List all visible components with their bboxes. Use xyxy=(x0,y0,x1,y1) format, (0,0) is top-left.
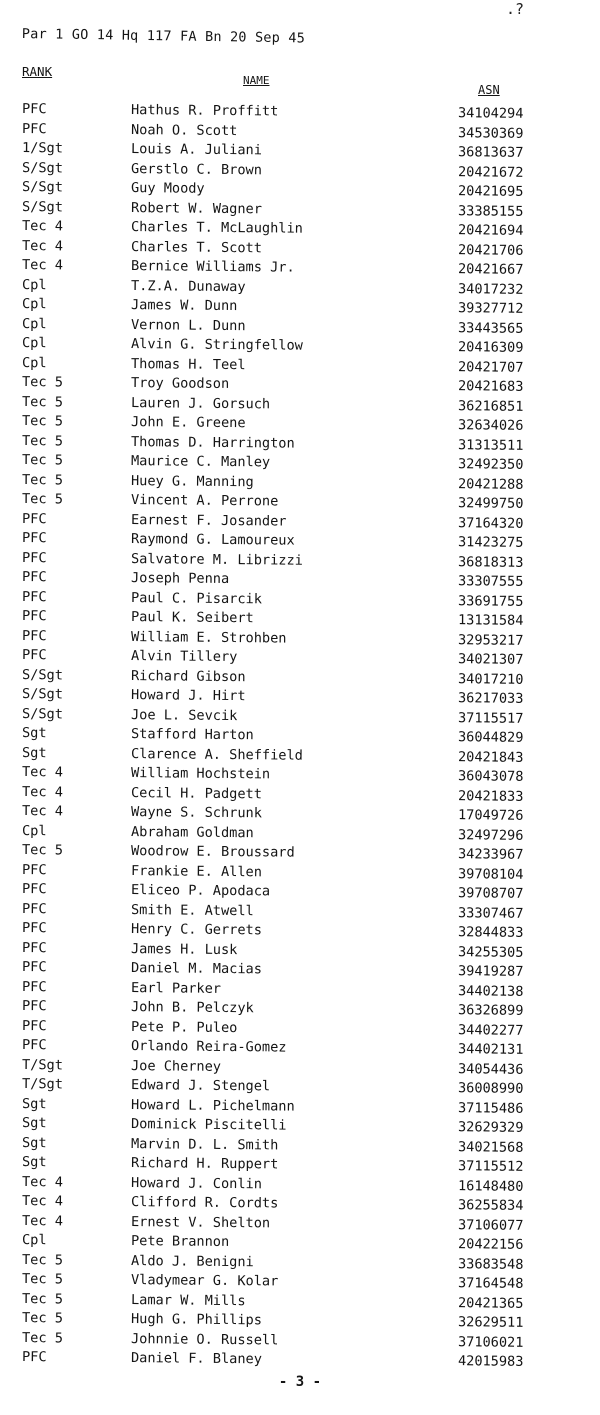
rank-cell: PFC xyxy=(21,998,47,1015)
name-cell: Huey G. Manning xyxy=(130,472,254,490)
name-cell: T.Z.A. Dunaway xyxy=(130,277,246,295)
asn-cell: 33307555 xyxy=(457,573,524,590)
name-cell: Henry C. Gerrets xyxy=(130,921,263,939)
asn-cell: 17049726 xyxy=(457,807,524,824)
rank-cell: Tec 5 xyxy=(21,842,64,859)
asn-cell: 32844833 xyxy=(457,924,524,941)
asn-cell: 13131584 xyxy=(457,612,524,629)
asn-cell: 37164548 xyxy=(457,1275,524,1292)
asn-cell: 37115512 xyxy=(457,1158,524,1175)
asn-cell: 31313511 xyxy=(457,436,524,454)
asn-cell: 36217033 xyxy=(457,690,524,707)
rank-cell: Tec 4 xyxy=(21,218,64,235)
asn-cell: 36326899 xyxy=(457,1002,524,1019)
name-cell: Howard J. Hirt xyxy=(130,687,246,705)
asn-cell: 32953217 xyxy=(457,631,524,649)
name-cell: Joe L. Sevcik xyxy=(130,706,238,724)
asn-cell: 20421683 xyxy=(457,378,524,395)
rank-cell: Cpl xyxy=(21,335,47,352)
name-cell: John B. Pelczyk xyxy=(130,999,254,1017)
name-cell: Robert W. Wagner xyxy=(130,199,263,217)
rank-cell: Tec 4 xyxy=(21,1212,64,1229)
name-cell: Paul K. Seibert xyxy=(130,609,254,627)
rank-cell: PFC xyxy=(21,1017,47,1034)
rank-cell: S/Sgt xyxy=(21,198,64,215)
name-cell: Clifford R. Cordts xyxy=(130,1194,279,1212)
rank-cell: PFC xyxy=(21,608,47,625)
asn-cell: 20421706 xyxy=(457,241,524,259)
asn-cell: 33307467 xyxy=(457,904,524,922)
name-cell: Vladymear G. Kolar xyxy=(130,1272,279,1290)
name-cell: Thomas H. Teel xyxy=(130,355,246,373)
asn-cell: 39708707 xyxy=(457,885,524,902)
name-cell: Orlando Reira-Gomez xyxy=(130,1038,287,1056)
rank-cell: Sgt xyxy=(21,1095,47,1112)
asn-cell: 36818313 xyxy=(457,553,524,571)
asn-cell: 20421707 xyxy=(457,358,524,376)
asn-cell: 20416309 xyxy=(457,339,524,356)
rank-cell: PFC xyxy=(21,920,47,937)
rank-cell: T/Sgt xyxy=(21,1056,64,1073)
rank-cell: PFC xyxy=(21,647,47,664)
column-header-rank: RANK xyxy=(22,64,53,79)
rank-cell: PFC xyxy=(21,978,47,995)
asn-cell: 20421833 xyxy=(457,787,524,805)
rank-cell: PFC xyxy=(21,588,47,605)
rank-cell: S/Sgt xyxy=(21,159,64,176)
rank-cell: Tec 4 xyxy=(21,257,64,274)
asn-cell: 20421667 xyxy=(457,261,524,278)
rank-cell: PFC xyxy=(21,549,47,566)
rank-cell: PFC xyxy=(21,569,47,586)
asn-cell: 33691755 xyxy=(457,592,524,610)
asn-cell: 34530369 xyxy=(457,124,524,142)
asn-cell: 20421695 xyxy=(457,183,524,200)
asn-cell: 32629329 xyxy=(457,1119,524,1136)
name-cell: Earnest F. Josander xyxy=(130,511,287,530)
rank-cell: PFC xyxy=(21,861,47,878)
name-cell: Abraham Goldman xyxy=(130,823,254,841)
asn-cell: 37106077 xyxy=(457,1216,524,1234)
asn-cell: 36255834 xyxy=(457,1197,524,1214)
rank-cell: Tec 4 xyxy=(21,783,64,800)
rank-cell: Cpl xyxy=(21,296,47,313)
name-cell: James H. Lusk xyxy=(130,940,238,958)
name-cell: Raymond G. Lamoureux xyxy=(130,531,295,549)
corner-mark: .? xyxy=(506,0,525,18)
rank-cell: PFC xyxy=(21,120,47,137)
rank-cell: PFC xyxy=(21,1037,47,1054)
asn-cell: 20421672 xyxy=(457,163,524,181)
asn-cell: 33385155 xyxy=(457,202,524,220)
name-cell: Howard L. Pichelmann xyxy=(130,1096,295,1115)
asn-cell: 36813637 xyxy=(457,144,524,161)
rank-cell: S/Sgt xyxy=(21,666,64,683)
asn-cell: 31423275 xyxy=(457,534,524,551)
rank-cell: PFC xyxy=(21,939,47,956)
asn-cell: 37106021 xyxy=(457,1333,524,1351)
name-cell: Smith E. Atwell xyxy=(130,901,254,919)
name-cell: Dominick Piscitelli xyxy=(130,1116,287,1134)
asn-cell: 36044829 xyxy=(457,729,524,746)
asn-cell: 32492350 xyxy=(457,456,524,473)
rank-cell: Tec 4 xyxy=(21,803,64,820)
asn-cell: 34402138 xyxy=(457,982,524,1000)
rank-cell: PFC xyxy=(21,881,47,898)
name-cell: Louis A. Juliani xyxy=(130,141,263,159)
order-reference: Par 1 GO 14 Hq 117 FA Bn 20 Sep 45 xyxy=(21,26,306,47)
column-header-asn: ASN xyxy=(478,83,500,97)
rank-cell: Tec 4 xyxy=(21,764,64,781)
asn-cell: 16148480 xyxy=(457,1177,524,1195)
rank-cell: Tec 5 xyxy=(21,1329,64,1346)
rank-cell: Tec 4 xyxy=(21,237,64,254)
rank-cell: S/Sgt xyxy=(21,686,64,703)
asn-cell: 33443565 xyxy=(457,319,524,337)
asn-cell: 20421365 xyxy=(457,1294,524,1312)
asn-cell: 37115486 xyxy=(457,1099,524,1117)
name-cell: Maurice C. Manley xyxy=(130,453,271,471)
asn-cell: 34233967 xyxy=(457,846,524,863)
name-cell: Marvin D. L. Smith xyxy=(130,1135,279,1153)
asn-cell: 20421694 xyxy=(457,222,524,239)
name-cell: Howard J. Conlin xyxy=(130,1174,263,1192)
page-number: - 3 - xyxy=(278,1374,322,1390)
asn-cell: 32629511 xyxy=(457,1314,524,1331)
asn-cell: 36043078 xyxy=(457,768,524,785)
rank-cell: Tec 5 xyxy=(21,471,64,488)
asn-cell: 20421288 xyxy=(457,475,524,493)
rank-cell: S/Sgt xyxy=(21,705,64,722)
asn-cell: 34054436 xyxy=(457,1060,524,1078)
asn-cell: 34021568 xyxy=(457,1138,524,1156)
name-cell: Alvin Tillery xyxy=(130,648,238,666)
name-cell: Daniel M. Macias xyxy=(130,960,263,978)
name-cell: Thomas D. Harrington xyxy=(130,433,295,452)
rank-cell: Sgt xyxy=(21,744,47,761)
rank-cell: Tec 5 xyxy=(21,1310,64,1327)
rank-cell: PFC xyxy=(21,959,47,976)
rank-cell: Sgt xyxy=(21,1115,47,1132)
asn-cell: 42015983 xyxy=(457,1353,524,1370)
name-cell: Bernice Williams Jr. xyxy=(130,258,295,276)
rank-cell: Tec 4 xyxy=(21,1193,64,1210)
rank-cell: Tec 4 xyxy=(21,1173,64,1190)
rank-cell: Tec 5 xyxy=(21,452,64,469)
asn-cell: 37115517 xyxy=(457,709,524,727)
name-cell: Joseph Penna xyxy=(130,570,230,587)
rank-cell: Sgt xyxy=(21,1154,47,1171)
roster-list xyxy=(0,100,600,1368)
name-cell: Vernon L. Dunn xyxy=(130,316,246,334)
name-cell: Frankie E. Allen xyxy=(130,862,263,880)
asn-cell: 32634026 xyxy=(457,417,524,434)
asn-cell: 36216851 xyxy=(457,397,524,415)
rank-cell: 1/Sgt xyxy=(21,140,64,157)
rank-cell: PFC xyxy=(21,900,47,917)
asn-cell: 37164320 xyxy=(457,514,524,532)
name-cell: Lauren J. Gorsuch xyxy=(130,394,271,412)
name-cell: Ernest V. Shelton xyxy=(130,1213,271,1231)
name-cell: Aldo J. Benigni xyxy=(130,1252,254,1270)
asn-cell: 32499750 xyxy=(457,495,524,512)
name-cell: John E. Greene xyxy=(130,414,246,432)
asn-cell: 34104294 xyxy=(457,105,524,122)
name-cell: Johnnie O. Russell xyxy=(130,1330,279,1348)
rank-cell: Sgt xyxy=(21,725,47,742)
name-cell: Daniel F. Blaney xyxy=(130,1350,263,1368)
name-cell: Stafford Harton xyxy=(130,726,254,744)
rank-cell: Cpl xyxy=(21,276,47,293)
name-cell: Charles T. Scott xyxy=(130,238,263,256)
asn-cell: 20422156 xyxy=(457,1236,524,1253)
asn-cell: 34017210 xyxy=(457,670,524,688)
rank-cell: Cpl xyxy=(21,822,47,839)
asn-cell: 34255305 xyxy=(457,943,524,961)
rank-cell: PFC xyxy=(21,1349,47,1366)
asn-cell: 34017232 xyxy=(457,280,524,298)
rank-cell: S/Sgt xyxy=(21,179,64,196)
name-cell: Edward J. Stengel xyxy=(130,1077,271,1095)
name-cell: Hugh G. Phillips xyxy=(130,1311,263,1329)
asn-cell: 39327712 xyxy=(457,300,524,317)
name-cell: Lamar W. Mills xyxy=(130,1291,246,1309)
asn-cell: 34402277 xyxy=(457,1021,524,1039)
rank-cell: Tec 5 xyxy=(21,1251,64,1268)
name-cell: Woodrow E. Broussard xyxy=(130,843,295,861)
name-cell: Paul C. Pisarcik xyxy=(130,589,263,607)
rank-cell: Tec 5 xyxy=(21,374,64,391)
name-cell: Joe Cherney xyxy=(130,1057,222,1075)
name-cell: Noah O. Scott xyxy=(130,121,238,139)
name-cell: Gerstlo C. Brown xyxy=(130,160,263,178)
name-cell: Vincent A. Perrone xyxy=(130,492,279,510)
rank-cell: Tec 5 xyxy=(21,413,64,430)
rank-cell: Sgt xyxy=(21,1134,47,1151)
asn-cell: 20421843 xyxy=(457,748,524,766)
name-cell: Hathus R. Proffitt xyxy=(130,102,279,120)
column-header-name: NAME xyxy=(243,74,270,87)
name-cell: Richard Gibson xyxy=(130,667,246,685)
rank-cell: Cpl xyxy=(21,1232,47,1249)
rank-cell: T/Sgt xyxy=(21,1076,64,1093)
rank-cell: PFC xyxy=(21,101,47,118)
rank-cell: PFC xyxy=(21,530,47,547)
asn-cell: 39419287 xyxy=(457,963,524,980)
name-cell: Wayne S. Schrunk xyxy=(130,804,263,822)
rank-cell: Tec 5 xyxy=(21,1271,64,1288)
name-cell: Troy Goodson xyxy=(130,375,230,392)
rank-cell: Cpl xyxy=(21,315,47,332)
name-cell: James W. Dunn xyxy=(130,297,238,315)
name-cell: Cecil H. Padgett xyxy=(130,784,263,802)
name-cell: Richard H. Ruppert xyxy=(130,1155,279,1173)
name-cell: Guy Moody xyxy=(130,180,205,197)
rank-cell: PFC xyxy=(21,510,47,527)
name-cell: William Hochstein xyxy=(130,765,271,783)
name-cell: Alvin G. Stringfellow xyxy=(130,336,303,354)
rank-cell: Tec 5 xyxy=(21,393,64,410)
rank-cell: Cpl xyxy=(21,354,47,371)
rank-cell: PFC xyxy=(21,627,47,644)
rank-cell: Tec 5 xyxy=(21,1290,64,1307)
asn-cell: 34402131 xyxy=(457,1041,524,1058)
name-cell: Pete Brannon xyxy=(130,1233,230,1250)
name-cell: Salvatore M. Librizzi xyxy=(130,550,303,569)
name-cell: Clarence A. Sheffield xyxy=(130,745,303,764)
asn-cell: 39708104 xyxy=(457,865,524,883)
name-cell: Pete P. Puleo xyxy=(130,1018,238,1036)
asn-cell: 33683548 xyxy=(457,1255,524,1273)
name-cell: Eliceo P. Apodaca xyxy=(130,882,271,900)
name-cell: William E. Strohben xyxy=(130,628,287,647)
asn-cell: 32497296 xyxy=(457,826,524,844)
name-cell: Earl Parker xyxy=(130,979,222,997)
asn-cell: 36008990 xyxy=(457,1080,524,1097)
asn-cell: 34021307 xyxy=(457,651,524,668)
name-cell: Charles T. McLaughlin xyxy=(130,219,303,237)
rank-cell: Tec 5 xyxy=(21,432,64,449)
rank-cell: Tec 5 xyxy=(21,491,64,508)
